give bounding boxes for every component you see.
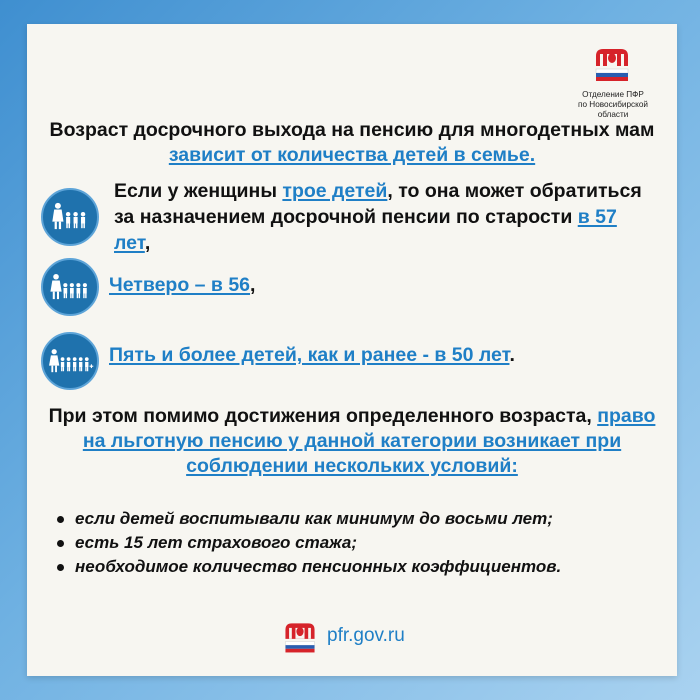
info-card xyxy=(27,24,677,676)
org-line-3: области xyxy=(597,110,629,119)
item-1-pre: Если у женщины xyxy=(114,180,283,202)
org-line-2: по Новосибирской xyxy=(578,100,648,109)
list-item xyxy=(53,555,653,579)
conditions-highlight: право на льготную пенсию у данной категории возникает при соблюдении нескольких условий: xyxy=(82,405,656,477)
conditions-part: При этом помимо достижения определенного возраста, xyxy=(48,405,598,427)
item-four-children xyxy=(109,272,649,298)
bullet-dot-icon xyxy=(57,564,64,571)
website-link[interactable]: pfr.gov.ru xyxy=(327,625,405,646)
bullet-dot-icon xyxy=(57,516,64,523)
item-1-post: , xyxy=(144,232,151,254)
item-1-mid: , то она может обратиться за назначением досрочной пенсии по старости xyxy=(114,180,642,228)
list-item-text: необходимое количество пенсионных коэффициентов. xyxy=(75,557,562,576)
item-1-highlight-2: в 57 лет xyxy=(114,206,617,254)
bullet-dot-icon xyxy=(57,540,64,547)
intro-text xyxy=(47,118,657,168)
org-line-1: Отделение ПФР xyxy=(582,90,644,99)
pfr-logo-icon xyxy=(590,44,634,84)
item-five-children xyxy=(109,342,649,368)
item-1-highlight-1: трое детей xyxy=(282,180,388,202)
mother-four-children-icon xyxy=(41,258,99,316)
conditions-list xyxy=(53,507,653,579)
org-name xyxy=(557,90,669,120)
item-2-highlight: Четверо – в 56 xyxy=(109,274,251,296)
conditions-text xyxy=(47,404,657,479)
intro-part: Возраст досрочного выхода на пенсию для многодетных мам xyxy=(49,119,655,141)
item-2-post: , xyxy=(250,274,256,296)
intro-highlight: зависит от количества детей в семье. xyxy=(168,144,536,166)
list-item-text: если детей воспитывали как минимум до восьми лет; xyxy=(75,509,553,528)
list-item xyxy=(53,531,653,555)
list-item xyxy=(53,507,653,531)
pfr-logo-icon xyxy=(280,618,320,656)
mother-five-children-icon xyxy=(41,332,99,390)
item-three-children xyxy=(114,178,654,256)
mother-three-children-icon xyxy=(41,188,99,246)
item-3-highlight: Пять и более детей, как и ранее - в 50 лет xyxy=(109,344,510,366)
list-item-text: есть 15 лет страхового стажа; xyxy=(75,533,358,552)
item-3-post: . xyxy=(509,344,515,366)
